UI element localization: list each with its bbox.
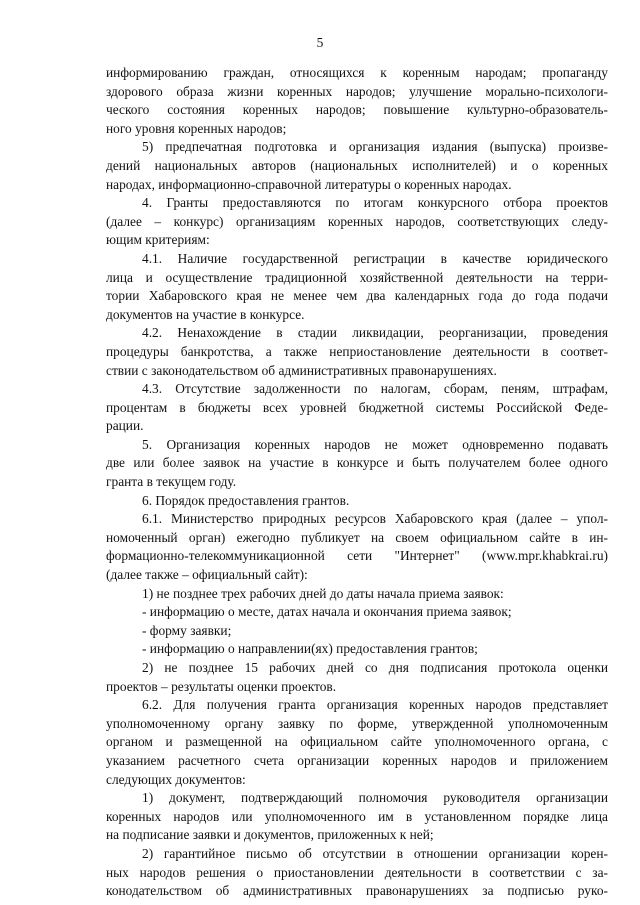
text-line: ческого состояния коренных народов; повышение культурно-образователь- bbox=[106, 102, 608, 118]
text-line: 2) гарантийное письмо об отсутствии в отношении организации корен- bbox=[142, 845, 608, 861]
text-line: документов на участие в конкурсе. bbox=[106, 306, 305, 322]
text-line: следующих документов: bbox=[106, 771, 246, 787]
text-line: гранта в текущем году. bbox=[106, 474, 237, 490]
text-line: процентам в бюджеты всех уровней бюджетной системы Российской Феде- bbox=[106, 399, 608, 415]
text-line: 6.2. Для получения гранта организация коренных народов представляет bbox=[142, 697, 608, 713]
text-line: 5. Организация коренных народов не может одновременно подавать bbox=[142, 436, 608, 452]
text-line: 1) не позднее трех рабочих дней до даты начала приема заявок: bbox=[142, 585, 504, 601]
text-line: две или более заявок на участие в конкурсе и быть получателем более одного bbox=[106, 455, 608, 471]
text-line: ного уровня коренных народов; bbox=[106, 120, 287, 136]
text-line: 6.1. Министерство природных ресурсов Хабаровского края (далее – упол- bbox=[142, 511, 608, 527]
text-line: 4. Гранты предоставляются по итогам конкурсного отбора проектов bbox=[142, 195, 608, 211]
text-line: уполномоченному органу заявку по форме, утвержденной уполномоченным bbox=[106, 715, 608, 731]
text-line: проектов – результаты оценки проектов. bbox=[106, 678, 337, 694]
text-line: здорового образа жизни коренных народов; улучшение морально-психологи- bbox=[106, 83, 608, 99]
text-line: 4.3. Отсутствие задолженности по налогам, сборам, пеням, штрафам, bbox=[142, 381, 608, 397]
text-line: процедуры банкротства, а также неприостановление деятельности в соответ- bbox=[106, 343, 608, 359]
text-line: органом и размещенной на официальном сайте уполномоченного органа, с bbox=[106, 734, 608, 750]
text-line: народах, информационно-справочной литературы о коренных народах. bbox=[106, 176, 512, 192]
text-line: (далее – конкурс) организациям коренных народов, соответствующих следу- bbox=[106, 213, 608, 229]
text-line: тории Хабаровского края не менее чем два календарных года до года подачи bbox=[106, 288, 608, 304]
text-line: 2) не позднее 15 рабочих дней со дня подписания протокола оценки bbox=[142, 660, 608, 675]
text-line: ющим критериям: bbox=[106, 232, 210, 248]
document-body bbox=[106, 64, 608, 901]
page-number: 5 bbox=[316, 35, 324, 50]
text-line: ствии с законодательством об административных правонарушениях. bbox=[106, 362, 497, 378]
text-line: 4.2. Ненахождение в стадии ликвидации, реорганизации, проведения bbox=[142, 325, 608, 341]
text-line: 5) предпечатная подготовка и организация издания (выпуска) произве- bbox=[142, 139, 608, 155]
text-line: рации. bbox=[106, 418, 144, 434]
text-line: (далее также – официальный сайт): bbox=[106, 567, 308, 583]
text-line: - информацию о месте, датах начала и окончания приема заявок; bbox=[142, 604, 512, 620]
text-line: - информацию о направлении(ях) предоставления грантов; bbox=[142, 641, 478, 657]
text-line: номоченный орган) ежегодно публикует на своем официальном сайте в ин- bbox=[106, 529, 608, 545]
text-line: 6. Порядок предоставления грантов. bbox=[142, 492, 350, 508]
text-line: коренных народов или уполномоченного им в установленном порядке лица bbox=[106, 808, 608, 824]
text-line: 4.1. Наличие государственной регистрации в качестве юридического bbox=[142, 250, 608, 266]
text-line: конодательством об административных правонарушениях за подписью руко- bbox=[106, 883, 608, 899]
text-line: указанием расчетного счета организации коренных народов и приложением bbox=[106, 752, 608, 768]
text-line: дений национальных авторов (национальных исполнителей) и о коренных bbox=[106, 157, 608, 173]
text-line: ных народов решения о приостановлении деятельности в соответствии с за- bbox=[106, 864, 608, 880]
text-line: информированию граждан, относящихся к коренным народам; пропаганду bbox=[106, 65, 608, 80]
text-line: лица и осуществление традиционной хозяйственной деятельности на терри- bbox=[106, 269, 608, 285]
text-line: - форму заявки; bbox=[142, 622, 232, 638]
text-line: 1) документ, подтверждающий полномочия руководителя организации bbox=[142, 790, 608, 806]
text-line: на подписание заявки и документов, приложенных к ней; bbox=[106, 827, 434, 843]
text-line: формационно-телекоммуникационной сети "Интернет" (www.mpr.khabkrai.ru) bbox=[106, 548, 608, 564]
